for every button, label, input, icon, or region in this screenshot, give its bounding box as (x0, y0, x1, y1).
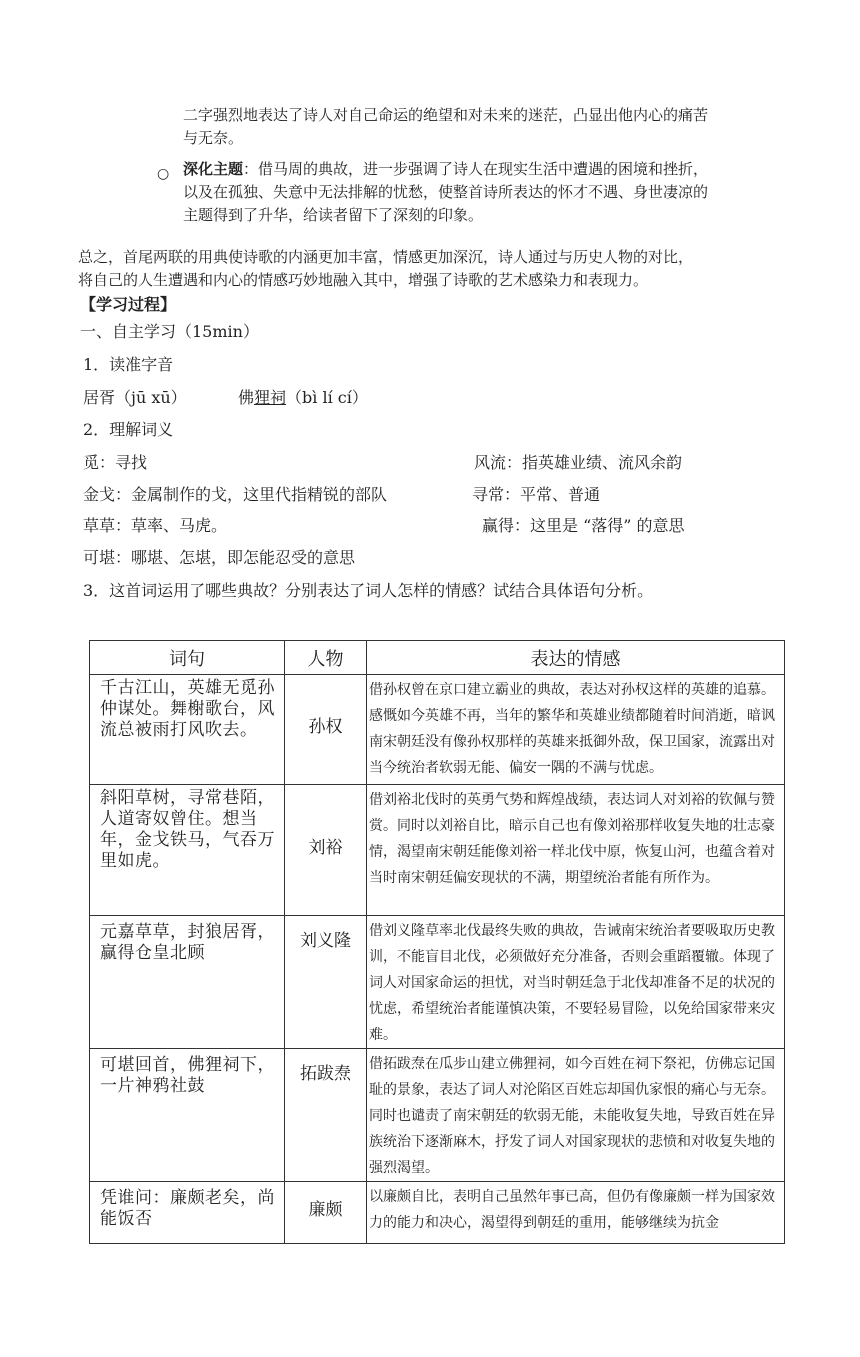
deepen-theme-paragraph (183, 158, 788, 227)
deepen-theme-line-3: 主题得到了升华，给读者留下了深刻的印象。 (183, 206, 484, 224)
vocab-mi: 觅：寻找 (83, 453, 148, 472)
intro-line-1: 二字强烈地表达了诗人对自己命运的绝望和对未来的迷茫，凸显出他内心的痛苦 (183, 106, 709, 124)
row-person: 孙权 (285, 675, 367, 785)
summary-line-2: 将自己的人生遭遇和内心的情感巧妙地融入其中，增强了诗歌的艺术感染力和表现力。 (78, 271, 649, 289)
pronunciation-bilici: 佛狸祠（bì lí cí） (238, 388, 368, 407)
row-phrase: 可堪回首，佛狸祠下，一片神鸦社鼓 (90, 1049, 285, 1182)
table-row (90, 675, 785, 785)
bullet-circle-icon: ○ (157, 166, 170, 182)
row-emotion: 借刘义隆草率北伐最终失败的典故，告诫南宋统治者要吸取历史教训，不能盲目北伐，必须做好充分准备，否则会重蹈覆辙。体现了词人对国家命运的担忧，对当时朝廷急于北伐却准备不足的状况的忧虑，希望统治者能谨慎决策，不要轻易冒险，以免给国家带来灾难。 (367, 916, 785, 1049)
vocab-xunchang: 寻常：平常、普通 (472, 485, 601, 504)
table-row (90, 1182, 785, 1244)
summary-line-1: 总之，首尾两联的用典使诗歌的内涵更加丰富，情感更加深沉，诗人通过与历史人物的对比， (78, 248, 694, 266)
row-emotion: 借拓跋焘在瓜步山建立佛狸祠，如今百姓在祠下祭祀，仿佛忘记国耻的景象，表达了词人对沦陷区百姓忘却国仇家恨的痛心与无奈。同时也谴责了南宋朝廷的软弱无能，未能收复失地，导致百姓在异族统治下逐渐麻木，抒发了词人对国家现状的悲愤和对收复失地的强烈渴望。 (367, 1049, 785, 1182)
underlined-word: 狸祠 (254, 388, 287, 407)
row-person: 刘裕 (285, 785, 367, 916)
row-emotion: 以廉颇自比，表明自己虽然年事已高，但仍有像廉颇一样为国家效力的能力和决心，渴望得到朝廷的重用，能够继续为抗金 (367, 1182, 785, 1244)
item-allusion-question: 3．这首词运用了哪些典故？分别表达了词人怎样的情感？试结合具体语句分析。 (83, 581, 654, 600)
row-emotion: 借刘裕北伐时的英勇气势和辉煌战绩，表达词人对刘裕的钦佩与赞赏。同时以刘裕自比，暗示自己也有像刘裕那样收复失地的壮志豪情，渴望南宋朝廷能像刘裕一样北伐中原，恢复山河，也蕴含着对当时南宋朝廷偏安现状的不满，期望统治者能有所作为。 (367, 785, 785, 916)
row-phrase: 凭谁问：廉颇老矣，尚能饭否 (90, 1182, 285, 1244)
row-person: 刘义隆 (285, 916, 367, 1049)
table-header-row (90, 641, 785, 675)
vocab-fengliu: 风流：指英雄业绩、流风余韵 (474, 453, 683, 472)
deepen-theme-label: 深化主题 (183, 160, 244, 178)
vocab-jinge: 金戈：金属制作的戈，这里代指精锐的部队 (83, 485, 388, 504)
header-emotion: 表达的情感 (367, 641, 785, 675)
summary-paragraph (78, 246, 798, 292)
item-pronunciation: 1．读准字音 (83, 355, 174, 374)
header-phrase: 词句 (90, 641, 285, 675)
row-phrase: 千古江山，英雄无觅孙仲谋处。舞榭歌台，风流总被雨打风吹去。 (90, 675, 285, 785)
item-vocabulary: 2．理解词义 (83, 420, 174, 439)
intro-line-2: 与无奈。 (183, 129, 244, 147)
table-row (90, 916, 785, 1049)
table-row (90, 1049, 785, 1182)
vocab-yingde: 赢得：这里是 “落得” 的意思 (482, 516, 685, 535)
vocab-kekan: 可堪：哪堪、怎堪，即怎能忍受的意思 (83, 548, 356, 567)
pronunciation-juxu: 居胥（jū xū） (83, 388, 187, 407)
deepen-theme-line-1: ：借马周的典故，进一步强调了诗人在现实生活中遭遇的困境和挫折， (243, 160, 709, 178)
learning-process-heading: 【学习过程】 (80, 295, 177, 314)
header-person: 人物 (285, 641, 367, 675)
table-row (90, 785, 785, 916)
allusion-table (89, 640, 785, 1244)
intro-paragraph (183, 104, 788, 150)
row-phrase: 斜阳草树，寻常巷陌，人道寄奴曾住。想当年，金戈铁马，气吞万里如虎。 (90, 785, 285, 916)
row-person: 廉颇 (285, 1182, 367, 1244)
vocab-caocao: 草草：草率、马虎。 (83, 516, 228, 535)
row-phrase: 元嘉草草，封狼居胥，赢得仓皇北顾 (90, 916, 285, 1049)
row-emotion: 借孙权曾在京口建立霸业的典故，表达对孙权这样的英雄的追慕。感慨如今英雄不再，当年的繁华和英雄业绩都随着时间消逝，暗讽南宋朝廷没有像孙权那样的英雄来抵御外敌，保卫国家，流露出对当今统治者软弱无能、偏安一隅的不满与忧虑。 (367, 675, 785, 785)
row-person: 拓跋焘 (285, 1049, 367, 1182)
section-self-study: 一、自主学习（15min） (80, 322, 259, 341)
deepen-theme-line-2: 以及在孤独、失意中无法排解的忧愁，使整首诗所表达的怀才不遇、身世凄凉的 (183, 183, 709, 201)
